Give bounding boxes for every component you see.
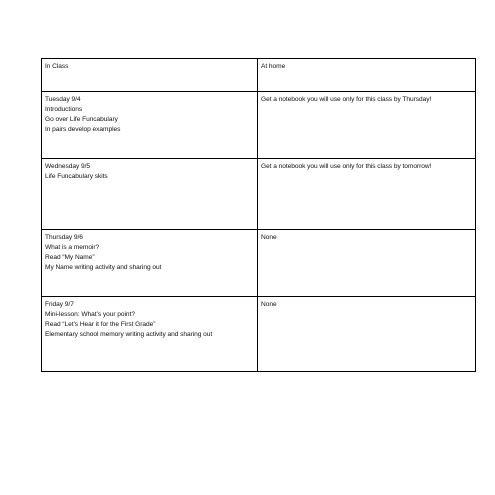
activity-line: My Name writing activity and sharing out [45,264,162,271]
activity-line: Elementary school memory writing activity and sharing out [45,331,213,338]
weekly-schedule-table [41,58,476,372]
activity-line: Read “Let’s Hear it for the First Grade” [45,321,156,328]
day-label: Friday 9/7 [45,301,74,308]
in-class-cell [42,297,258,372]
at-home-cell [258,297,476,372]
table-row [42,230,476,297]
day-label: Thursday 9/6 [45,234,83,241]
activity-line: Introductions [45,106,83,113]
activity-line: Mini-lesson: What’s your point? [45,311,135,318]
homework-text: None [261,301,277,308]
table-row [42,297,476,372]
activity-line: What is a memoir? [45,244,100,251]
in-class-cell [42,159,258,230]
table-row [42,92,476,159]
at-home-cell [258,230,476,297]
homework-text: None [261,234,277,241]
table-header-row [42,59,476,92]
activity-line: Go over Life Funcabulary [45,116,118,123]
header-at-home-label: At home [261,63,286,70]
day-label: Tuesday 9/4 [45,96,81,103]
table-row [42,159,476,230]
at-home-cell [258,92,476,159]
header-at-home [258,59,476,92]
day-label: Wednesday 9/5 [45,163,91,170]
in-class-cell [42,230,258,297]
activity-line: In pairs develop examples [45,126,121,133]
at-home-cell [258,159,476,230]
activity-line: Read “My Name” [45,254,95,261]
homework-text: Get a notebook you will use only for this class by tomorrow! [261,163,432,170]
header-in-class-label: In Class [45,63,69,70]
header-in-class [42,59,258,92]
homework-text: Get a notebook you will use only for this class by Thursday! [261,96,432,103]
activity-line: Life Funcabulary skits [45,173,108,180]
in-class-cell [42,92,258,159]
